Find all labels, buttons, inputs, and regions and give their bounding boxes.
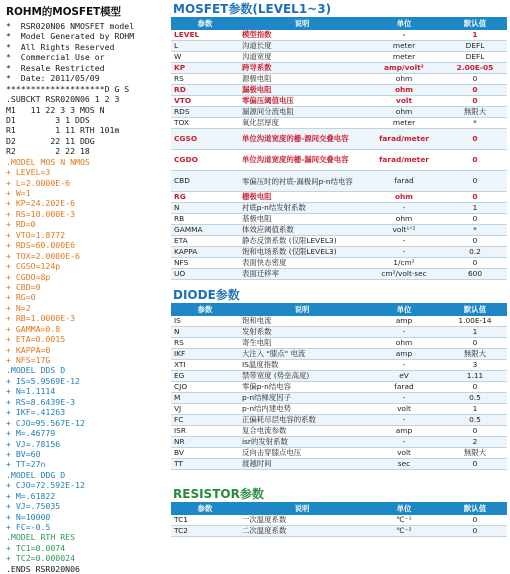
param-cell: L [171,41,239,52]
code-line: + RS=8.6439E-3 [6,396,76,407]
param-cell: ISR [171,426,239,437]
param-cell: RDS [171,107,239,118]
unit-cell: meter [365,52,443,63]
default-value-cell: 0 [443,515,507,526]
table-row [171,85,507,96]
unit-cell: - [365,327,443,338]
default-value-cell: 無限大 [443,107,507,118]
description-cell: 衬底p-n结发射系数 [239,203,365,214]
default-value-cell: 1.11 [443,371,507,382]
resistor-parameter-table [171,502,507,537]
description-cell: 栅极电阻 [239,192,365,203]
description-cell: 氧化层厚度 [239,118,365,129]
unit-cell: - [365,360,443,371]
param-cell: KP [171,63,239,74]
default-value-cell: 0 [443,74,507,85]
unit-cell: amp [365,426,443,437]
col-header-unit: 单位 [365,502,443,515]
param-cell: NFS [171,258,239,269]
description-cell: p-n结内建电势 [239,404,365,415]
default-value-cell: 0 [443,236,507,247]
table-row [171,74,507,85]
default-value-cell: 0 [443,526,507,537]
param-cell: TT [171,459,239,470]
unit-cell: amp [365,316,443,327]
description-cell: 渡越时间 [239,459,365,470]
code-line: .SUBCKT RSR020N06 1 2 3 [6,94,120,105]
table-row [171,171,507,192]
code-line: + BV=60 [6,448,41,459]
param-cell: RB [171,214,239,225]
table-row [171,360,507,371]
code-line: R1 1 11 RTH 101m [6,125,120,136]
code-line: + M=.46779 [6,428,56,439]
unit-cell: volt [365,96,443,107]
code-line: + TC2=0.000024 [6,553,76,564]
code-line: .MODEL DDG D [6,469,66,480]
code-line: + IS=5.9569E-12 [6,375,80,386]
table-row [171,426,507,437]
table-row [171,515,507,526]
code-line: + IKF=.41263 [6,407,66,418]
code-line: + KAPPA=0 [6,344,51,355]
description-cell: 漏源间分流电阻 [239,107,365,118]
default-value-cell: 無限大 [443,448,507,459]
code-line: D2 22 11 DDG [6,135,95,146]
param-cell: KAPPA [171,247,239,258]
default-value-cell: 1 [443,30,507,41]
table-row [171,459,507,470]
unit-cell: - [365,247,443,258]
code-line: + CJO=72.592E-12 [6,480,85,491]
description-cell: 沟道宽度 [239,52,365,63]
param-cell: ETA [171,236,239,247]
code-line: + N=10000 [6,511,51,522]
table-row [171,203,507,214]
default-value-cell: 0 [443,96,507,107]
default-value-cell: 1.00E-14 [443,316,507,327]
param-cell: FC [171,415,239,426]
table-row [171,247,507,258]
unit-cell: - [365,393,443,404]
table-row [171,63,507,74]
table-row [171,30,507,41]
table-row [171,415,507,426]
col-header-desc: 说明 [239,17,365,30]
code-line: ********************D G S [6,83,130,94]
description-cell: 模型指数 [239,30,365,41]
code-line: + RS=10.000E-3 [6,208,76,219]
default-value-cell: 0 [443,150,507,171]
description-cell: 寄生电阻 [239,338,365,349]
code-line: + VTO=1.8772 [6,229,66,240]
param-cell: TC1 [171,515,239,526]
unit-cell: ohm [365,338,443,349]
default-value-cell: 0 [443,85,507,96]
table-row [171,371,507,382]
unit-cell: farad/meter [365,129,443,150]
default-value-cell: 0 [443,258,507,269]
table-row [171,129,507,150]
table-row [171,192,507,203]
diode-parameter-table [171,303,507,470]
table-row [171,349,507,360]
table-row [171,214,507,225]
default-value-cell: 2 [443,437,507,448]
code-line: + CJO=95.567E-12 [6,417,85,428]
unit-cell: farad [365,382,443,393]
unit-cell: - [365,236,443,247]
diode-section-title: DIODE参数 [173,288,240,302]
mosfet-section-title: MOSFET参数(LEVEL1~3) [173,2,332,16]
unit-cell: ohm [365,192,443,203]
param-cell: BV [171,448,239,459]
default-value-cell: DEFL [443,41,507,52]
code-line: M1 11 22 3 3 MOS N [6,104,105,115]
table-header-row [171,17,507,30]
unit-cell: sec [365,459,443,470]
code-line: + TOX=2.0000E-6 [6,250,80,261]
code-line: + RD=0 [6,219,36,230]
code-line: + RG=0 [6,292,36,303]
default-value-cell: 3 [443,360,507,371]
default-value-cell: 0 [443,426,507,437]
code-line: + W=1 [6,188,31,198]
code-line: + RDS=60.000E6 [6,240,76,251]
description-cell: isr的发射系数 [239,437,365,448]
param-cell: VTO [171,96,239,107]
description-cell: 表面快态密度 [239,258,365,269]
description-cell: 静态反馈系数 (仅限LEVEL3) [239,236,365,247]
unit-cell: eV [365,371,443,382]
unit-cell: farad [365,171,443,192]
unit-cell: amp [365,349,443,360]
description-cell: 二次温度系数 [239,526,365,537]
col-header-default: 默认值 [443,17,507,30]
description-cell: 沟道长度 [239,41,365,52]
table-row [171,404,507,415]
table-row [171,526,507,537]
col-header-param: 参数 [171,17,239,30]
unit-cell: - [365,415,443,426]
param-cell: VJ [171,404,239,415]
table-row [171,41,507,52]
description-cell: 零偏压阈值电压 [239,96,365,107]
description-cell: 漏极电阻 [239,85,365,96]
default-value-cell: 0 [443,192,507,203]
default-value-cell: 600 [443,269,507,280]
description-cell: 基极电阻 [239,214,365,225]
unit-cell: meter [365,41,443,52]
description-cell: 跨导系数 [239,63,365,74]
param-cell: UO [171,269,239,280]
table-row [171,448,507,459]
default-value-cell: 0 [443,214,507,225]
code-line: + L=2.0000E-6 [6,177,71,188]
code-line: + CBD=0 [6,281,41,292]
description-cell: 单位沟道宽度的栅-源间交叠电容 [239,129,365,150]
description-cell: 复合电流参数 [239,426,365,437]
param-cell: CJO [171,382,239,393]
default-value-cell: 0.2 [443,247,507,258]
unit-cell: ohm [365,74,443,85]
default-value-cell: 1 [443,203,507,214]
col-header-unit: 单位 [365,17,443,30]
description-cell: 反向击穿膝点电压 [239,448,365,459]
code-line: .MODEL RTH RES [6,532,76,543]
param-cell: RG [171,192,239,203]
code-line: + NFS=17G [6,355,51,365]
diode-section [171,288,507,470]
default-value-cell: * [443,118,507,129]
model-title: ROHM的MOSFET模型 [6,6,121,18]
unit-cell: ℃⁻¹ [365,515,443,526]
code-line: + N=1.1114 [6,386,56,397]
param-cell: N [171,327,239,338]
code-line: * Model Generated by ROHM [6,31,135,42]
default-value-cell: 1 [443,404,507,415]
table-row [171,316,507,327]
col-header-desc: 说明 [239,303,365,316]
param-cell: RS [171,74,239,85]
code-line: .MODEL DDS D [6,365,66,376]
table-row [171,150,507,171]
param-cell: M [171,393,239,404]
unit-cell: - [365,437,443,448]
param-cell: N [171,203,239,214]
code-line: + GAMMA=0.8 [6,323,61,334]
param-cell: IKF [171,349,239,360]
param-cell: IS [171,316,239,327]
col-header-default: 默认值 [443,303,507,316]
unit-cell: farad/meter [365,150,443,171]
table-row [171,258,507,269]
col-header-param: 参数 [171,502,239,515]
description-cell: 禁带宽度 (势垒高度) [239,371,365,382]
description-cell: 零偏p-n结电容 [239,382,365,393]
description-cell: 单位沟道宽度的栅-漏间交叠电容 [239,150,365,171]
description-cell: 零偏压时的衬底-漏极间p-n结电容 [239,171,365,192]
col-header-param: 参数 [171,303,239,316]
default-value-cell: 0 [443,459,507,470]
default-value-cell: 0.5 [443,415,507,426]
default-value-cell: 0.5 [443,393,507,404]
code-line: .ENDS RSR020N06 [6,563,80,574]
description-cell: p-n结梯度因子 [239,393,365,404]
default-value-cell: * [443,225,507,236]
table-row [171,52,507,63]
description-cell: 正偏耗尽层电容的系数 [239,415,365,426]
unit-cell: - [365,203,443,214]
code-line: * Commercial Use or [6,52,105,63]
default-value-cell: 1 [443,327,507,338]
code-line: + TC1=0.0074 [6,542,66,553]
code-line: + N=2 [6,302,31,313]
param-cell: EG [171,371,239,382]
param-cell: CGSO [171,129,239,150]
code-line: .MODEL MOS N NMOS [6,156,90,167]
default-value-cell: 0 [443,129,507,150]
code-line: * All Rights Reserved [6,41,115,52]
table-row [171,96,507,107]
table-row [171,118,507,129]
code-line: + TT=27n [6,459,46,470]
code-line: + KP=24.202E-6 [6,198,76,209]
resistor-section-title: RESISTOR参数 [173,487,264,501]
default-value-cell: 0 [443,338,507,349]
table-row [171,107,507,118]
param-cell: NR [171,437,239,448]
description-cell: 发射系数 [239,327,365,338]
param-cell: TC2 [171,526,239,537]
unit-cell: amp/volt² [365,63,443,74]
table-row [171,236,507,247]
description-cell: 体效应阈值系数 [239,225,365,236]
table-row [171,327,507,338]
description-cell: 饱和电场系数 (仅限LEVEL3) [239,247,365,258]
table-row [171,393,507,404]
unit-cell: volt [365,448,443,459]
col-header-default: 默认值 [443,502,507,515]
table-header-row [171,502,507,515]
unit-cell: meter [365,118,443,129]
param-cell: RD [171,85,239,96]
unit-cell: cm²/volt·sec [365,269,443,280]
param-cell: CGDO [171,150,239,171]
default-value-cell: DEFL [443,52,507,63]
code-line: + VJ=.78156 [6,438,61,449]
description-cell: 源极电阻 [239,74,365,85]
param-cell: XTI [171,360,239,371]
description-cell: 一次温度系数 [239,515,365,526]
param-cell: TOX [171,118,239,129]
param-cell: GAMMA [171,225,239,236]
code-line: + M=.61822 [6,490,56,501]
code-line: * Resale Restricted [6,62,105,73]
description-cell: 饱和电流 [239,316,365,327]
code-line: + CGSO=124p [6,261,61,272]
unit-cell: ohm [365,214,443,225]
table-row [171,338,507,349]
unit-cell: volt [365,404,443,415]
table-row [171,382,507,393]
param-cell: W [171,52,239,63]
table-header-row [171,303,507,316]
mosfet-parameter-table [171,17,507,280]
default-value-cell: 0 [443,171,507,192]
description-cell: IS温度指数 [239,360,365,371]
param-cell: RS [171,338,239,349]
code-line: + RB=1.0000E-3 [6,313,76,324]
default-value-cell: 無限大 [443,349,507,360]
description-cell: 表面迁移率 [239,269,365,280]
code-line: + CGDO=8p [6,271,51,282]
table-row [171,269,507,280]
description-cell: 大注入 "膝点" 电流 [239,349,365,360]
col-header-unit: 单位 [365,303,443,316]
mosfet-section [171,2,507,280]
unit-cell: 1/cm² [365,258,443,269]
param-cell: LEVEL [171,30,239,41]
parameter-tables [171,0,507,546]
resistor-section [171,487,507,537]
code-line: + FC=-0.5 [6,522,51,532]
unit-cell: volt¹ᐟ² [365,225,443,236]
table-row [171,437,507,448]
unit-cell: ohm [365,107,443,118]
col-header-desc: 说明 [239,502,365,515]
code-line: + LEVEL=3 [6,167,51,178]
code-line: D1 3 1 DDS [6,114,90,125]
unit-cell: ℃⁻² [365,526,443,537]
table-row [171,225,507,236]
code-line: + VJ=.75035 [6,501,61,512]
code-line: * RSR020N06 NMOSFET model [6,21,135,31]
param-cell: CBD [171,171,239,192]
spice-model-code [6,21,134,574]
code-line: * Date: 2011/05/09 [6,73,100,84]
default-value-cell: 0 [443,382,507,393]
spice-model-panel [0,0,168,574]
default-value-cell: 2.00E-05 [443,63,507,74]
code-line: + ETA=0.0015 [6,334,66,345]
code-line: R2 2 22 18 [6,146,90,157]
unit-cell: ohm [365,85,443,96]
unit-cell: - [365,30,443,41]
